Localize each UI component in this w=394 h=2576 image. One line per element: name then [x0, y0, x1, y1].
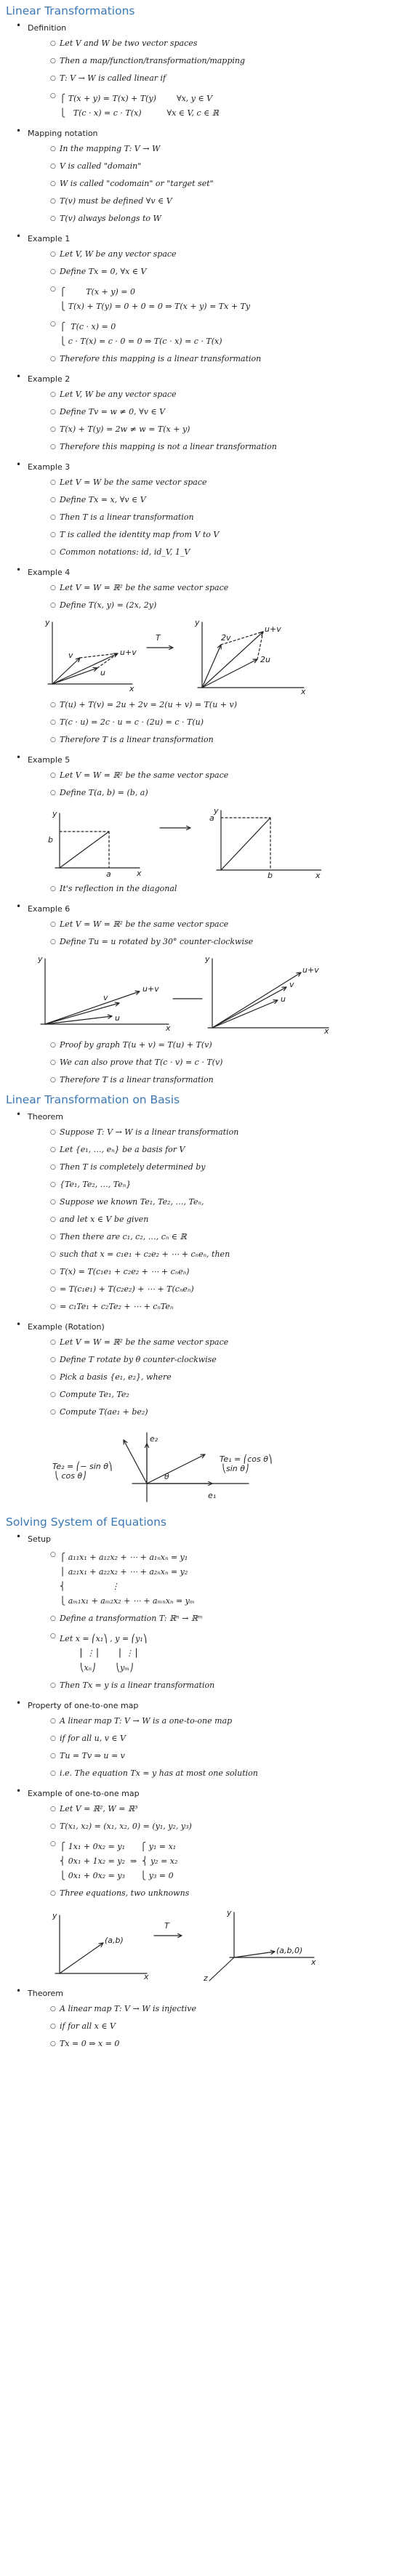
outline-item-list — [28, 1125, 388, 1317]
outline-item: ○ T(x₁, x₂) = (x₁, x₂, 0) = (y₁, y₂, y₃) — [28, 1819, 388, 1837]
transform-label: T — [156, 633, 161, 643]
outline-item: ○ A linear map T: V → W is a one-to-one map — [28, 1714, 388, 1731]
outline-group — [6, 1319, 388, 1513]
outline-group — [6, 371, 388, 457]
outline-item: ○ W is called "codomain" or "target set" — [28, 177, 388, 194]
outline-item: ○ Define T rotate by θ counter-clockwise — [28, 1353, 388, 1370]
left-a-label: a — [106, 869, 111, 879]
outline-item: ○ In the mapping T: V → W — [28, 142, 388, 159]
outline-item: ○ ⎧ T(x + y) = 0 ⎩ T(x) + T(y) = 0 + 0 = 0 ⇒ T(x + y) = Tx + Ty — [28, 282, 388, 317]
right-u-label: u — [281, 994, 286, 1004]
left-x-label: x — [137, 869, 142, 878]
outline-item: ○ if for all x ∈ V — [28, 2019, 388, 2037]
one-to-one-sketch — [31, 1907, 321, 1983]
outline-group — [6, 1786, 388, 1983]
group-heading: • Example 1 — [28, 234, 71, 243]
section-title: Linear Transformation on Basis — [6, 1093, 180, 1106]
outline-item: ○ Let V = ℝ², W = ℝ³ — [28, 1802, 388, 1819]
outline-item: ○ We can also prove that T(c · v) = c · T(v) — [28, 1055, 388, 1073]
outline-item: ○ V is called "domain" — [28, 159, 388, 177]
outline-item: ○ ⎧ T(c · x) = 0 ⎩ c · T(x) = c · 0 = 0 ⇒ T(c · x) = c · T(x) — [28, 317, 388, 352]
outline-item: ○ Then Tx = y is a linear transformation — [28, 1678, 388, 1696]
rot-te2-label: Te₂ = ⎛− sin θ⎞ ⎝ cos θ⎠ — [52, 1462, 113, 1481]
outline-item: ○ Then T is completely determined by — [28, 1160, 388, 1178]
sketch-holder — [28, 619, 388, 695]
left-u-plus-v-vector — [45, 991, 140, 1024]
left-v-label: v — [103, 993, 108, 1002]
outline-item: ○ Let {e₁, …, eₙ} be a basis for V — [28, 1143, 388, 1160]
outline-group — [6, 1986, 388, 2054]
outline-item-list — [28, 1714, 388, 1784]
outline-item: ○ Define Tx = x, ∀v ∈ V — [28, 493, 388, 510]
right-ab0-label: (a,b,0) — [276, 1946, 303, 1955]
right-2v-label: 2v — [221, 633, 231, 643]
outline-item: ○ Three equations, two unknowns — [28, 1886, 388, 1904]
right-u-plus-v-vector — [212, 973, 301, 1028]
left-u-label: u — [100, 668, 105, 677]
outline-item-list — [28, 1802, 388, 1904]
right-ab0-vector — [234, 1952, 275, 1957]
outline-item: ○ = T(c₁e₁) + T(c₂e₂) + ⋯ + T(cₙeₙ) — [28, 1282, 388, 1300]
outline-item: ○ Suppose we known Te₁, Te₂, …, Teₙ, — [28, 1195, 388, 1212]
example6-sketch — [31, 955, 336, 1035]
sketch-holder — [28, 955, 388, 1035]
section-outline — [6, 1531, 388, 2054]
group-heading: • Example 3 — [28, 462, 71, 472]
outline-item: ○ T(u) + T(v) = 2u + 2v = 2(u + v) = T(u + v) — [28, 698, 388, 715]
outline-item: ○ Therefore T is a linear transformation — [28, 733, 388, 750]
outline-item: ○ T(v) must be defined ∀v ∈ V — [28, 194, 388, 212]
group-heading: • Example 6 — [28, 904, 71, 914]
sketch-holder — [28, 1907, 388, 1983]
right-y-label: y — [195, 619, 200, 627]
outline-item: ○ Let V = W be the same vector space — [28, 475, 388, 493]
outline-item: ○ Let V and W be two vector spaces — [28, 36, 388, 54]
outline-item: ○ T(x) = T(c₁e₁ + c₂e₂ + ⋯ + cₙeₙ) — [28, 1265, 388, 1282]
outline-group — [6, 1109, 388, 1317]
outline-item-list — [28, 387, 388, 457]
outline-item-list — [28, 698, 388, 750]
section-title: Solving System of Equations — [6, 1516, 167, 1529]
group-heading: • Example of one-to-one map — [28, 1789, 140, 1798]
outline-item-list — [28, 768, 388, 803]
left-dash-b — [97, 653, 118, 668]
sketch-holder — [28, 1425, 388, 1513]
outline-item-list — [28, 1335, 388, 1422]
left-y-label: y — [38, 955, 43, 964]
outline-item: ○ Define T(x, y) = (2x, 2y) — [28, 598, 388, 616]
left-ab-label: (a,b) — [105, 1936, 124, 1945]
right-z-label: z — [204, 1973, 208, 1983]
right-vector — [221, 818, 270, 870]
outline-item: ○ Therefore T is a linear transformation — [28, 1073, 388, 1090]
left-y-label: y — [52, 1911, 57, 1920]
left-x-label: x — [144, 1972, 149, 1981]
right-x-label: x — [311, 1957, 316, 1967]
outline-item: ○ Define Tu = u rotated by 30° counter-clockwise — [28, 935, 388, 952]
outline-item: ○ if for all u, v ∈ V — [28, 1731, 388, 1749]
outline-item-list — [28, 882, 388, 899]
outline-item-list — [28, 1038, 388, 1090]
left-u-vector — [52, 668, 97, 684]
outline-item: ○ Define T(a, b) = (b, a) — [28, 786, 388, 803]
sketch-holder — [28, 806, 388, 879]
right-2u-label: 2u — [260, 655, 270, 664]
right-v-vector — [212, 987, 286, 1028]
left-vector — [60, 832, 109, 868]
right-u-plus-v-label: u+v — [302, 965, 319, 975]
outline-group — [6, 1531, 388, 1696]
outline-item: ○ T(v) always belongs to W — [28, 212, 388, 229]
transform-label: T — [164, 1921, 169, 1931]
left-x-label: x — [166, 1023, 171, 1033]
outline-item: ○ Pick a basis {e₁, e₂}, where — [28, 1370, 388, 1388]
right-b-label: b — [268, 871, 273, 879]
example4-sketch — [31, 619, 321, 695]
rot-te1-vector — [147, 1454, 205, 1484]
left-v-vector — [45, 1003, 119, 1024]
outline-item: ○ ⎧ 1x₁ + 0x₂ = y₁ ⎧ y₁ = x₁ ⎨ 0x₁ + 1x₂ = y₂ ⇒ ⎨ y₂ = x₂ ⎩ 0x₁ + 0x₂ = y₃ ⎩ y₃ = 0 — [28, 1837, 388, 1886]
right-z-axis — [209, 1957, 234, 1981]
outline-item: ○ A linear map T: V → W is injective — [28, 2002, 388, 2019]
outline-item: ○ T(x) + T(y) = 2w ≠ w = T(x + y) — [28, 422, 388, 440]
group-heading: • Example 5 — [28, 755, 71, 765]
outline-item: ○ Compute Te₁, Te₂ — [28, 1388, 388, 1405]
outline-group — [6, 1698, 388, 1784]
right-y-label: y — [227, 1908, 232, 1917]
section-outline — [6, 20, 388, 1090]
left-b-label: b — [48, 835, 53, 845]
outline-group — [6, 565, 388, 750]
outline-group — [6, 20, 388, 124]
outline-item: ○ Let V = W = ℝ² be the same vector space — [28, 1335, 388, 1353]
left-y-label: y — [52, 809, 57, 818]
example5-sketch — [31, 806, 321, 879]
outline-item: ○ ⎧ T(x + y) = T(x) + T(y) ∀x, y ∈ V ⎩ T(c · x) = c · T(x) ∀x ∈ V, c ∈ ℝ — [28, 89, 388, 124]
left-x-label: x — [129, 684, 134, 693]
outline-group — [6, 901, 388, 1090]
outline-group — [6, 752, 388, 899]
outline-item: ○ Let V, W be any vector space — [28, 247, 388, 265]
right-v-label: v — [289, 980, 294, 989]
outline-item: ○ Let V = W = ℝ² be the same vector space — [28, 581, 388, 598]
outline-item-list — [28, 475, 388, 563]
outline-item: ○ T: V → W is called linear if — [28, 71, 388, 89]
section-outline — [6, 1109, 388, 1513]
outline-item: ○ Proof by graph T(u + v) = T(u) + T(v) — [28, 1038, 388, 1055]
group-heading: • Mapping notation — [28, 129, 98, 138]
outline-item: ○ Define Tv = w ≠ 0, ∀v ∈ V — [28, 405, 388, 422]
group-heading: • Example (Rotation) — [28, 1322, 105, 1332]
right-2v-vector — [202, 645, 221, 688]
rot-te1-label: Te₁ = ⎛cos θ⎞ ⎝sin θ⎠ — [220, 1454, 273, 1473]
rot-te2-vector — [124, 1440, 147, 1484]
right-y-label: y — [214, 806, 219, 816]
group-heading: • Definition — [28, 23, 67, 33]
outline-item-list — [28, 917, 388, 952]
right-u-plus-v-label: u+v — [265, 624, 281, 634]
outline-item: ○ T is called the identity map from V to V — [28, 528, 388, 545]
section-title: Linear Transformations — [6, 4, 135, 17]
outline-item: ○ Tx = 0 ⇒ x = 0 — [28, 2037, 388, 2054]
outline-item: ○ Then a map/function/transformation/mapping — [28, 54, 388, 71]
outline-item: ○ and let x ∈ V be given — [28, 1212, 388, 1230]
outline-item: ○ such that x = c₁e₁ + c₂e₂ + ⋯ + cₙeₙ, then — [28, 1247, 388, 1265]
right-y-label: y — [205, 955, 210, 964]
outline-item: ○ i.e. The equation Tx = y has at most one solution — [28, 1766, 388, 1784]
outline-item: ○ Let x = ⎛x₁⎞ , y = ⎛y₁⎞ ⎜ ⋮⎟ ⎜ ⋮⎟ ⎝xₙ⎠ ⎝yₘ⎠ — [28, 1629, 388, 1678]
outline-item: ○ Suppose T: V → W is a linear transformation — [28, 1125, 388, 1143]
outline-group — [6, 231, 388, 369]
right-x-label: x — [324, 1026, 329, 1035]
group-heading: • Example 2 — [28, 374, 71, 384]
left-y-label: y — [45, 619, 50, 627]
outline-item: ○ {Te₁, Te₂, …, Teₙ} — [28, 1178, 388, 1195]
outline-item: ○ Let V = W = ℝ² be the same vector space — [28, 768, 388, 786]
outline-item: ○ Define Tx = 0, ∀x ∈ V — [28, 265, 388, 282]
outline-item: ○ = c₁Te₁ + c₂Te₂ + ⋯ + cₙTeₙ — [28, 1300, 388, 1317]
outline-item: ○ Then T is a linear transformation — [28, 510, 388, 528]
outline-item-list — [28, 247, 388, 369]
outline-item: ○ Then there are c₁, c₂, …, cₙ ∈ ℝ — [28, 1230, 388, 1247]
outline-item-list — [28, 1547, 388, 1696]
group-heading: • Setup — [28, 1534, 52, 1544]
group-heading: • Property of one-to-one map — [28, 1701, 139, 1710]
group-heading: • Theorem — [28, 1989, 63, 1998]
outline-item: ○ Let V, W be any vector space — [28, 387, 388, 405]
left-u-plus-v-vector — [52, 653, 118, 684]
outline-item-list — [28, 581, 388, 616]
right-2u-vector — [202, 659, 257, 688]
right-x-label: x — [315, 871, 321, 879]
outline-item-list — [28, 2002, 388, 2054]
rot-theta-label: θ — [164, 1472, 169, 1481]
outline-item: ○ Compute T(ae₁ + be₂) — [28, 1405, 388, 1422]
outline-item-list — [28, 36, 388, 124]
left-u-label: u — [115, 1013, 120, 1023]
outline-group — [6, 126, 388, 229]
rotation-sketch — [31, 1425, 321, 1513]
right-a-label: a — [209, 813, 214, 823]
outline-item: ○ Tu = Tv ⇒ u = v — [28, 1749, 388, 1766]
left-u-vector — [45, 1016, 112, 1024]
rot-e1-label: e₁ — [208, 1491, 217, 1500]
group-heading: • Example 4 — [28, 568, 71, 577]
left-v-label: v — [68, 651, 73, 660]
left-u-plus-v-label: u+v — [142, 984, 159, 994]
outline-item: ○ T(c · u) = 2c · u = c · (2u) = c · T(u) — [28, 715, 388, 733]
outline-item: ○ ⎧ a₁₁x₁ + a₁₂x₂ + ⋯ + a₁ₙxₙ = y₁ ⎪ a₂₁x₁ + a₂₂x₂ + ⋯ + a₂ₙxₙ = y₂ ⎨ ⋮ ⎩ aₘ₁x₁ + aₘ₂x₂ + ⋯ + aₘₙxₙ = yₘ — [28, 1547, 388, 1611]
outline-item: ○ Therefore this mapping is a linear transformation — [28, 352, 388, 369]
left-ab-vector — [60, 1943, 103, 1973]
left-u-plus-v-label: u+v — [120, 648, 137, 657]
right-u-vector — [212, 1000, 278, 1028]
outline-group — [6, 459, 388, 563]
outline-item: ○ Let V = W = ℝ² be the same vector space — [28, 917, 388, 935]
outline-item: ○ Common notations: id, id_V, 1_V — [28, 545, 388, 563]
outline-item: ○ Define a transformation T: ℝⁿ → ℝᵐ — [28, 1611, 388, 1629]
outline-item: ○ Therefore this mapping is not a linear transformation — [28, 440, 388, 457]
right-x-label: x — [301, 687, 306, 695]
outline-item: ○ It's reflection in the diagonal — [28, 882, 388, 899]
rot-e2-label: e₂ — [150, 1434, 158, 1444]
left-v-vector — [52, 658, 80, 684]
group-heading: • Theorem — [28, 1112, 63, 1122]
outline-item-list — [28, 142, 388, 229]
